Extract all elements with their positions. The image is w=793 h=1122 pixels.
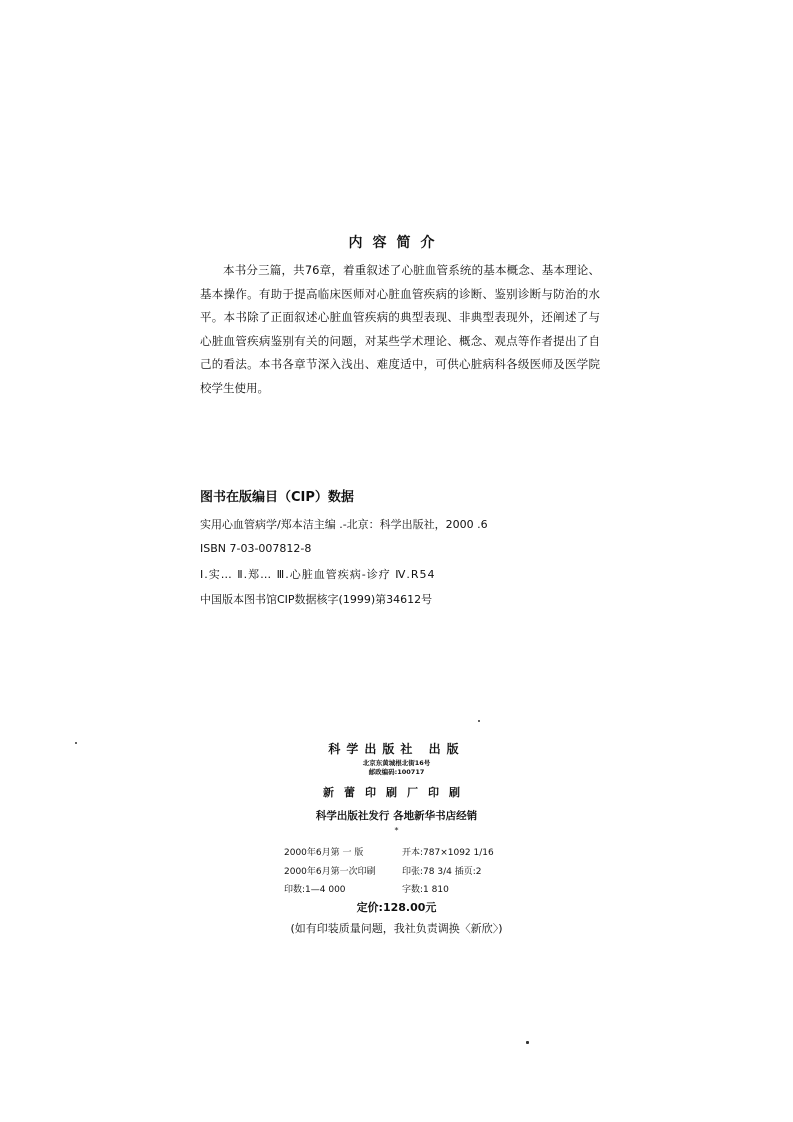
intro-body: 本书分三篇，共76章，着重叙述了心脏血管系统的基本概念、基本理论、基本操作。有助于提高临床医师对心脏血管疾病的诊断、鉴别诊断与防治的水平。本书除了正面叙述心脏血管疾病的典型表现、非典型表现外，还阐述了与心脏血管疾病鉴别有关的问题，对某些学术理论、概念、观点等作者提出了自己的看法。本书各章节深入浅出、难度适中，可供心脏病科各级医师及医学院校学生使用。 <box>200 263 600 395</box>
scan-speck <box>75 742 77 744</box>
printing-info: 2000年6月第一次印刷 <box>284 867 376 877</box>
cip-classification: Ⅰ.实… Ⅱ.郑… Ⅲ.心脏血管疾病-诊疗 Ⅳ.R54 <box>200 568 436 581</box>
publisher-name: 科学出版社 出版 <box>328 742 465 756</box>
publisher-postcode: 邮政编码:100717 <box>368 768 425 776</box>
cip-isbn: ISBN 7-03-007812-8 <box>200 542 312 555</box>
sheets-info: 印张:78 3/4 插页:2 <box>402 867 482 877</box>
edition-row <box>284 845 524 858</box>
publisher-address: 北京东黄城根北街16号 <box>362 759 431 767</box>
separator-mark: * <box>394 826 399 835</box>
intro-title: 内容简介 <box>348 235 445 251</box>
quality-note: (如有印装质量问题，我社负责调换〈新欣〉) <box>290 922 503 935</box>
cip-record-number: 中国版本图书馆CIP数据核字(1999)第34612号 <box>200 593 433 606</box>
cip-title: 图书在版编目（CIP）数据 <box>200 490 354 505</box>
scan-speck <box>478 720 480 722</box>
cip-catalog-line: 实用心血管病学/郑本洁主编 .-北京：科学出版社，2000 .6 <box>200 518 488 531</box>
scan-speck <box>526 1041 529 1044</box>
printer-name: 新蕾印刷厂印刷 <box>323 786 470 799</box>
print-run-info: 印数:1—4 000 <box>284 885 346 895</box>
word-count-info: 字数:1 810 <box>402 885 449 895</box>
count-row <box>284 882 524 895</box>
distribution-line: 科学出版社发行 各地新华书店经销 <box>315 810 478 822</box>
edition-info: 2000年6月第 一 版 <box>284 848 364 858</box>
price: 定价:128.00元 <box>356 901 437 914</box>
printing-row <box>284 864 524 877</box>
format-info: 开本:787×1092 1/16 <box>402 848 494 858</box>
